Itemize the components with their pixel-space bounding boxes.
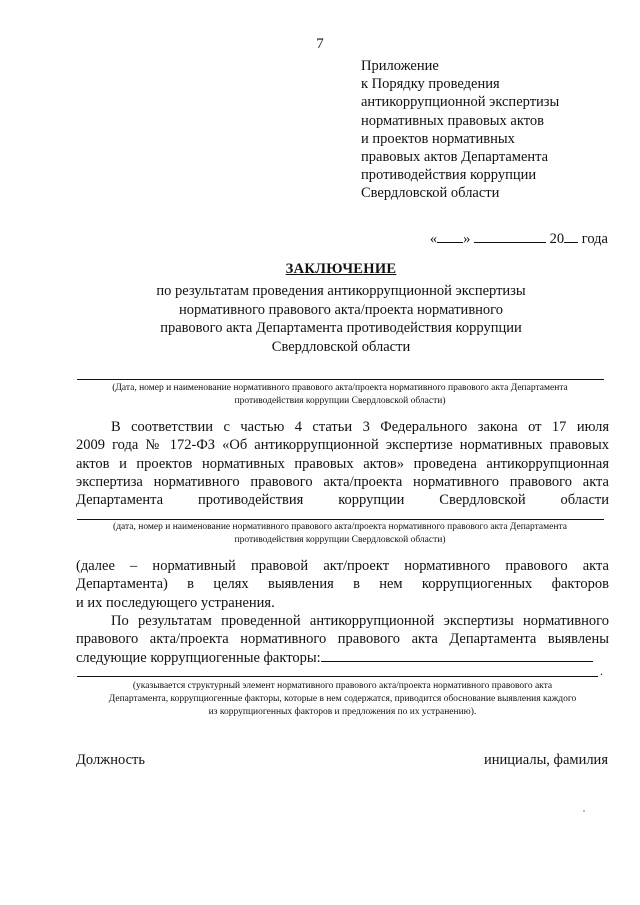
appendix-line: противодействия коррупции <box>361 167 537 184</box>
month-blank <box>474 231 546 243</box>
year-prefix: 20 <box>549 231 565 247</box>
paragraph-line: правового акта/проекта нормативного правового акта Департамента выявлены <box>76 631 609 648</box>
blank-line <box>77 379 604 380</box>
subtitle-line: Свердловской области <box>271 338 411 355</box>
paragraph-findings <box>76 612 609 667</box>
note-line: (Дата, номер и наименование нормативного правового акта/проекта нормативного правового акта Департамента <box>112 383 568 393</box>
paragraph-line: экспертиза нормативного правового акта/проекта нормативного правового акта <box>76 473 609 490</box>
appendix-line: Свердловской области <box>361 185 500 202</box>
note-line: из коррупциогенных факторов и предложения по их устранению). <box>208 707 477 717</box>
document-subtitle <box>100 282 582 356</box>
paragraph-text: следующие коррупциогенные факторы: <box>76 649 321 666</box>
subtitle-line: по результатам проведения антикоррупционной экспертизы <box>156 283 526 299</box>
paragraph-line: 2009 года № 172-ФЗ «Об антикоррупционной экспертизе нормативных правовых <box>76 437 609 454</box>
date-close-quote: » <box>463 231 471 247</box>
blank-line <box>77 676 598 677</box>
note-line: (дата, номер и наименование нормативного правового акта/проекта нормативного правового акта Департамента <box>113 522 567 532</box>
note-line: противодействия коррупции Свердловской области) <box>234 396 446 406</box>
paragraph-line: В соответствии с частью 4 статьи 3 Федерального закона от 17 июля <box>111 419 609 435</box>
appendix-header <box>361 57 621 203</box>
appendix-line: правовых актов Департамента <box>361 149 549 166</box>
date-open-quote: « <box>429 231 438 247</box>
scan-speck <box>583 810 585 812</box>
signature-position: Должность <box>76 752 145 768</box>
paragraph-purpose <box>76 557 609 612</box>
paragraph-line: Департамента) в целях выявления в нем коррупциогенных факторов <box>76 576 609 593</box>
date-line <box>340 231 608 248</box>
paragraph-line <box>76 649 609 667</box>
note-structural-element <box>70 680 615 719</box>
signature-name: инициалы, фамилия <box>483 752 608 768</box>
note-line: (указывается структурный элемент нормативного правового акта/проекта нормативного правового акта <box>132 681 553 691</box>
year-blank <box>564 231 578 243</box>
line-end-dot: . <box>600 664 603 678</box>
appendix-line: к Порядку проведения <box>361 76 500 93</box>
page-number: 7 <box>316 36 324 52</box>
appendix-line: антикоррупционной экспертизы <box>361 94 560 111</box>
factors-blank <box>321 650 593 662</box>
appendix-line: нормативных правовых актов <box>361 112 544 129</box>
blank-line <box>77 519 604 520</box>
note-line: противодействия коррупции Свердловской области) <box>234 535 446 545</box>
document-title: ЗАКЛЮЧЕНИЕ <box>285 261 397 277</box>
paragraph-line: актов и проектов нормативных правовых актов» проведена антикоррупционная <box>76 455 609 472</box>
subtitle-line: правового акта Департамента противодействия коррупции <box>160 320 522 336</box>
year-suffix: года <box>581 231 608 247</box>
subtitle-line: нормативного правового акта/проекта нормативного <box>178 301 504 318</box>
paragraph-line: Департамента противодействия коррупции Свердловской области <box>76 492 609 509</box>
note-act-details <box>70 382 610 408</box>
paragraph-line: и их последующего устранения. <box>76 594 275 611</box>
paragraph-legal-basis <box>76 418 609 509</box>
note-line: Департамента, коррупциогенные факторы, которые в нем содержатся, приводится обоснование выявления каждого <box>108 694 577 704</box>
paragraph-line: (далее – нормативный правовой акт/проект нормативного правового акта <box>76 558 609 574</box>
paragraph-line: По результатам проведенной антикоррупционной экспертизы нормативного <box>111 613 609 629</box>
appendix-line: Приложение <box>361 58 439 74</box>
appendix-line: и проектов нормативных <box>361 130 515 147</box>
note-act-details <box>70 521 610 547</box>
day-blank <box>437 231 463 243</box>
